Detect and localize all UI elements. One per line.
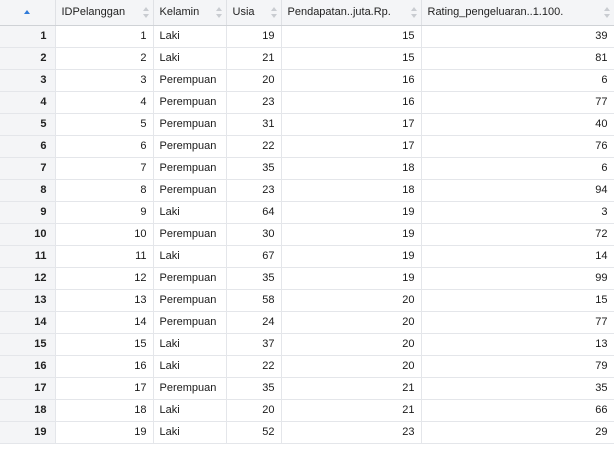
table-cell: 15 — [55, 333, 153, 355]
table-cell: 35 — [421, 377, 614, 399]
table-cell: 18 — [55, 399, 153, 421]
table-cell: 14 — [55, 311, 153, 333]
table-row[interactable] — [0, 223, 614, 245]
row-number: 19 — [0, 421, 55, 443]
sort-arrows-icon[interactable] — [604, 7, 610, 18]
row-number: 5 — [0, 113, 55, 135]
table-cell: 6 — [55, 135, 153, 157]
table-cell: 17 — [55, 377, 153, 399]
table-row[interactable] — [0, 113, 614, 135]
table-cell: Perempuan — [153, 311, 226, 333]
table-cell: Laki — [153, 201, 226, 223]
table-cell: 19 — [281, 245, 421, 267]
table-cell: 23 — [226, 179, 281, 201]
row-number: 15 — [0, 333, 55, 355]
table-cell: 20 — [281, 289, 421, 311]
sort-arrows-icon[interactable] — [216, 7, 222, 18]
table-cell: 35 — [226, 377, 281, 399]
table-row[interactable] — [0, 47, 614, 69]
table-cell: 35 — [226, 157, 281, 179]
table-cell: 19 — [281, 201, 421, 223]
column-header-usia[interactable] — [226, 0, 281, 25]
table-cell: Laki — [153, 245, 226, 267]
table-cell: 94 — [421, 179, 614, 201]
table-cell: 21 — [281, 399, 421, 421]
sort-arrows-icon[interactable] — [143, 7, 149, 18]
table-cell: 6 — [421, 157, 614, 179]
table-cell: Laki — [153, 399, 226, 421]
row-number: 4 — [0, 91, 55, 113]
row-number: 13 — [0, 289, 55, 311]
table-cell: 8 — [55, 179, 153, 201]
row-number: 3 — [0, 69, 55, 91]
table-cell: Perempuan — [153, 91, 226, 113]
row-number: 6 — [0, 135, 55, 157]
sort-ascending-icon[interactable] — [24, 10, 30, 14]
table-cell: 21 — [281, 377, 421, 399]
table-cell: 99 — [421, 267, 614, 289]
table-cell: 17 — [281, 113, 421, 135]
table-row[interactable] — [0, 355, 614, 377]
row-number: 2 — [0, 47, 55, 69]
row-number: 1 — [0, 25, 55, 47]
table-row[interactable] — [0, 377, 614, 399]
table-row[interactable] — [0, 25, 614, 47]
table-cell: 67 — [226, 245, 281, 267]
sort-arrows-icon[interactable] — [271, 7, 277, 18]
table-cell: 29 — [421, 421, 614, 443]
row-number: 11 — [0, 245, 55, 267]
table-cell: 77 — [421, 91, 614, 113]
table-cell: 39 — [421, 25, 614, 47]
table-cell: 79 — [421, 355, 614, 377]
table-cell: Perempuan — [153, 377, 226, 399]
column-header-label: Kelamin — [159, 6, 200, 19]
table-cell: 2 — [55, 47, 153, 69]
table-cell: Perempuan — [153, 179, 226, 201]
table-cell: 20 — [226, 69, 281, 91]
table-cell: 16 — [281, 91, 421, 113]
row-number: 12 — [0, 267, 55, 289]
table-row[interactable] — [0, 179, 614, 201]
column-header-label: Usia — [232, 6, 255, 19]
table-cell: Perempuan — [153, 69, 226, 91]
table-cell: 16 — [55, 355, 153, 377]
table-row[interactable] — [0, 201, 614, 223]
table-row[interactable] — [0, 333, 614, 355]
row-number-header[interactable] — [0, 0, 55, 25]
table-row[interactable] — [0, 311, 614, 333]
table-cell: 3 — [421, 201, 614, 223]
table-cell: 18 — [281, 157, 421, 179]
table-cell: 15 — [281, 47, 421, 69]
table-cell: 20 — [281, 355, 421, 377]
table-cell: 30 — [226, 223, 281, 245]
table-cell: 20 — [281, 311, 421, 333]
table-cell: Laki — [153, 333, 226, 355]
row-number: 8 — [0, 179, 55, 201]
table-cell: Laki — [153, 421, 226, 443]
table-cell: Perempuan — [153, 135, 226, 157]
table-cell: 22 — [226, 355, 281, 377]
table-cell: 19 — [226, 25, 281, 47]
table-cell: 37 — [226, 333, 281, 355]
table-row[interactable] — [0, 267, 614, 289]
table-cell: 40 — [421, 113, 614, 135]
column-header-label: IDPelanggan — [61, 6, 126, 19]
table-cell: 3 — [55, 69, 153, 91]
table-cell: 77 — [421, 311, 614, 333]
table-cell: 11 — [55, 245, 153, 267]
column-header-pendapatan[interactable] — [281, 0, 421, 25]
table-cell: 12 — [55, 267, 153, 289]
row-number: 14 — [0, 311, 55, 333]
table-cell: 31 — [226, 113, 281, 135]
table-cell: 21 — [226, 47, 281, 69]
table-cell: Perempuan — [153, 267, 226, 289]
table-row[interactable] — [0, 91, 614, 113]
column-header-label: Pendapatan..juta.Rp. — [287, 6, 391, 19]
table-row[interactable] — [0, 245, 614, 267]
table-cell: Perempuan — [153, 113, 226, 135]
table-row[interactable] — [0, 157, 614, 179]
table-cell: 76 — [421, 135, 614, 157]
table-row[interactable] — [0, 135, 614, 157]
column-header-rating-pengeluaran[interactable] — [421, 0, 614, 25]
table-row[interactable] — [0, 289, 614, 311]
table-cell: 64 — [226, 201, 281, 223]
row-number: 10 — [0, 223, 55, 245]
table-cell: Perempuan — [153, 157, 226, 179]
table-cell: 5 — [55, 113, 153, 135]
table-cell: 23 — [226, 91, 281, 113]
table-cell: 19 — [281, 267, 421, 289]
table-body — [0, 25, 614, 443]
table-cell: 16 — [281, 69, 421, 91]
column-header-idpelanggan[interactable] — [55, 0, 153, 25]
table-cell: 23 — [281, 421, 421, 443]
sort-arrows-icon[interactable] — [411, 7, 417, 18]
row-number: 17 — [0, 377, 55, 399]
table-cell: 20 — [281, 333, 421, 355]
table-cell: Perempuan — [153, 223, 226, 245]
table-cell: 6 — [421, 69, 614, 91]
table-cell: 81 — [421, 47, 614, 69]
table-cell: Perempuan — [153, 289, 226, 311]
table-row[interactable] — [0, 399, 614, 421]
table-cell: Laki — [153, 355, 226, 377]
table-cell: 9 — [55, 201, 153, 223]
table-cell: 13 — [55, 289, 153, 311]
table-cell: 7 — [55, 157, 153, 179]
table-cell: 22 — [226, 135, 281, 157]
column-header-label: Rating_pengeluaran..1.100. — [427, 6, 564, 19]
table-cell: Laki — [153, 47, 226, 69]
header-row — [0, 0, 614, 25]
table-cell: 4 — [55, 91, 153, 113]
table-cell: 15 — [281, 25, 421, 47]
row-number: 9 — [0, 201, 55, 223]
table-cell: 13 — [421, 333, 614, 355]
table-cell: 10 — [55, 223, 153, 245]
table-cell: 18 — [281, 179, 421, 201]
table-cell: 14 — [421, 245, 614, 267]
table-cell: 20 — [226, 399, 281, 421]
column-header-kelamin[interactable] — [153, 0, 226, 25]
table-cell: Laki — [153, 25, 226, 47]
table-cell: 35 — [226, 267, 281, 289]
table-cell: 58 — [226, 289, 281, 311]
table-cell: 24 — [226, 311, 281, 333]
table-cell: 19 — [55, 421, 153, 443]
table-row[interactable] — [0, 69, 614, 91]
table-cell: 1 — [55, 25, 153, 47]
table-cell: 19 — [281, 223, 421, 245]
table-cell: 52 — [226, 421, 281, 443]
row-number: 7 — [0, 157, 55, 179]
row-number: 16 — [0, 355, 55, 377]
table-cell: 15 — [421, 289, 614, 311]
table-cell: 72 — [421, 223, 614, 245]
row-number: 18 — [0, 399, 55, 421]
table-cell: 17 — [281, 135, 421, 157]
table-cell: 66 — [421, 399, 614, 421]
table-row[interactable] — [0, 421, 614, 443]
